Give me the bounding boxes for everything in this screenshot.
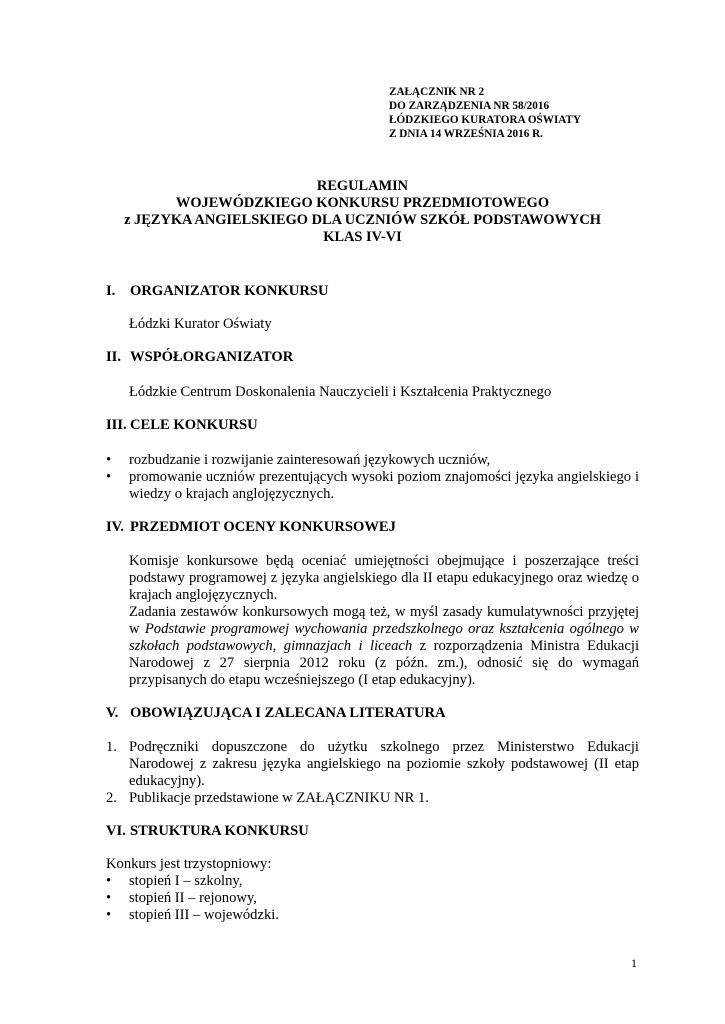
organizer-text: Łódzki Kurator Oświaty (129, 316, 272, 332)
goals-list (106, 452, 639, 503)
section-heading-literature (106, 705, 446, 722)
literature-list (106, 739, 639, 807)
bullet-icon: • (106, 452, 112, 468)
scope-paragraph-2 (129, 604, 639, 689)
section-title: WSPÓŁORGANIZATOR (130, 349, 294, 365)
section-number: V. (106, 705, 119, 721)
section-number: II. (106, 349, 122, 365)
section-heading-coorganizer (106, 349, 293, 366)
list-item (106, 890, 639, 907)
regulation-title: Podstawie programowej wychowania przedszkolnego oraz kształcenia ogólnego w szkołach podstawowych, gimnazjach i liceach (129, 621, 639, 654)
list-number: 1. (106, 739, 117, 755)
title-line: KLAS IV-VI (323, 229, 402, 245)
list-item (106, 790, 639, 807)
section-number: I. (106, 283, 116, 299)
attachment-line: ŁÓDZKIEGO KURATORA OŚWIATY (389, 114, 582, 126)
list-item-text: Publikacje przedstawione w ZAŁĄCZNIKU NR 1. (129, 790, 429, 806)
section-number: VI. (106, 823, 126, 839)
scope-text: z rozporządzenia Ministra Edukacji Narodowej z 27 sierpnia 2012 roku (z późn. zm.), odnosić się do wymagań przypisanych do etapu wcześniejszego (I etap edukacyjny). (129, 638, 639, 688)
attachment-header (389, 85, 581, 141)
page-number: 1 (631, 956, 637, 970)
section-title: PRZEDMIOT OCENY KONKURSOWEJ (130, 519, 396, 535)
list-item-text: stopień II – rejonowy, (129, 890, 257, 906)
attachment-line: ZAŁĄCZNIK NR 2 (389, 86, 485, 98)
list-number: 2. (106, 790, 117, 806)
section-title: OBOWIĄZUJĄCA I ZALECANA LITERATURA (130, 705, 446, 721)
list-item (106, 452, 639, 469)
section-heading-scope (106, 519, 396, 536)
section-title: STRUKTURA KONKURSU (130, 823, 309, 839)
list-item (106, 907, 639, 924)
list-item (106, 873, 639, 890)
section-number: IV. (106, 519, 124, 535)
list-item-text: stopień I – szkolny, (129, 873, 243, 889)
section-heading-organizer (106, 283, 329, 300)
bullet-icon: • (106, 890, 112, 906)
list-item-text: Podręczniki dopuszczone do użytku szkolnego przez Ministerstwo Edukacji Narodowej z zakresu języka angielskiego na poziomie szkoły podstawowej (II etap edukacyjny). (129, 739, 639, 789)
list-item (106, 739, 639, 790)
list-item-text: stopień III – wojewódzki. (129, 907, 279, 923)
title-line: REGULAMIN (316, 178, 409, 194)
list-item-text: promowanie uczniów prezentujących wysoki poziom znajomości języka angielskiego i wiedzy o krajach anglojęzycznych. (129, 469, 639, 502)
title-line: WOJEWÓDZKIEGO KONKURSU PRZEDMIOTOWEGO (175, 195, 550, 211)
section-heading-goals (106, 417, 258, 434)
attachment-line: DO ZARZĄDZENIA NR 58/2016 (389, 100, 550, 112)
section-number: III. (106, 417, 127, 433)
title-line: z JĘZYKA ANGIELSKIEGO DLA UCZNIÓW SZKÓŁ PODSTAWOWYCH (124, 212, 601, 228)
bullet-icon: • (106, 873, 112, 889)
attachment-line: Z DNIA 14 WRZEŚNIA 2016 R. (389, 128, 543, 140)
section-title: CELE KONKURSU (130, 417, 258, 433)
list-item (106, 469, 639, 503)
section-heading-structure (106, 823, 309, 840)
scope-text: Zadania zestawów konkursowych mogą też, w myśl zasady kumulatywności przyjętej w (129, 604, 639, 637)
coorganizer-text: Łódzkie Centrum Doskonalenia Nauczycieli i Kształcenia Praktycznego (129, 384, 552, 400)
bullet-icon: • (106, 469, 112, 485)
document-title (0, 178, 725, 246)
structure-list (106, 873, 639, 924)
section-title: ORGANIZATOR KONKURSU (130, 283, 329, 299)
structure-intro: Konkurs jest trzystopniowy: (106, 856, 272, 872)
list-item-text: rozbudzanie i rozwijanie zainteresowań językowych uczniów, (129, 452, 491, 468)
bullet-icon: • (106, 907, 112, 923)
scope-paragraph-1: Komisje konkursowe będą oceniać umiejętności obejmujące i poszerzające treści podstawy programowej z języka angielskiego dla II etapu edukacyjnego oraz wiedzę o krajach anglojęzycznych. (129, 553, 639, 603)
